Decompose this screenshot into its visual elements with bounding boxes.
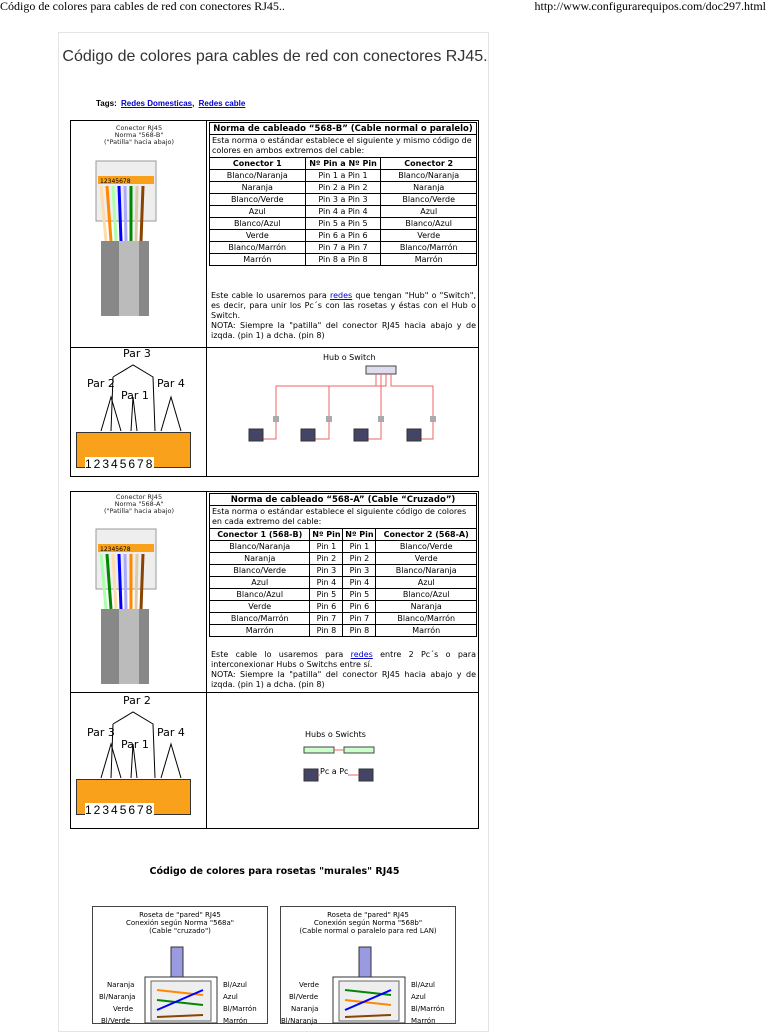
pair-label: Par 4 [157,726,185,739]
tags-line [96,99,245,108]
pair-lines [71,704,207,784]
wire-label: Bl/Azul [223,981,247,989]
redes-link[interactable]: redes [329,291,353,300]
roseta-title-line: (Cable "cruzado") [149,927,211,935]
table-row: Azul Pin 4 a Pin 4 Azul [210,206,477,218]
tag-link-redes-cable[interactable]: Redes cable [198,99,246,108]
table-header: Conector 1 [210,158,306,170]
note-text: entre 2 Pc´s o para interconexionar Hubs o Switchs entre sí. [211,650,476,669]
page-url[interactable]: http://www.configurarequipos.com/doc297.html [534,0,766,13]
pair-label: Par 1 [121,389,149,402]
rj45-connector-image [91,156,161,316]
pair-label: Par 2 [87,377,115,390]
table-header: Nº Pin [310,529,343,541]
table-row: Blanco/Marrón Pin 7 Pin 7 Blanco/Marrón [210,613,477,625]
block-568a [70,491,479,829]
svg-text:12345678: 12345678 [100,178,131,185]
wire-label: Bl/Naranja [281,1017,318,1025]
note-text: Este cable lo usaremos para [211,291,330,300]
wire-label: Bl/Marrón [223,1005,257,1013]
block-568b [70,120,479,477]
pair-label: Par 3 [123,347,151,360]
pair-label: Par 1 [121,738,149,751]
table-row: Blanco/Marrón Pin 7 a Pin 7 Blanco/Marrón [210,242,477,254]
wire-label: Verde [113,1005,134,1013]
wire-label: Bl/Azul [411,981,435,989]
roseta-title-line: Roseta de "pared" RJ45 [139,911,221,919]
table-intro: Esta norma o estándar establece el siguiente código de colores en cada extremo del cable: [210,506,477,529]
browser-header [0,0,768,14]
usage-note [211,650,476,690]
divider [207,347,478,348]
pin-numbers: 12345678 [85,457,155,471]
divider [71,692,206,693]
table-title: Norma de cableado “568-A” (Cable “Cruzado”) [210,494,477,506]
table-row: Blanco/Azul Pin 5 Pin 5 Blanco/Azul [210,589,477,601]
pair-lines [71,357,207,437]
left-column [71,492,207,828]
wire-label: Bl/Verde [289,993,319,1001]
table-row: Azul Pin 4 Pin 4 Azul [210,577,477,589]
table-intro: Esta norma o estándar establece el siguiente y mismo código de colores en ambos extremos del cable: [210,135,477,158]
wire-label: Bl/Marrón [411,1005,445,1013]
roseta-title-line: (Cable normal o paralelo para red LAN) [299,927,437,935]
connector-caption [71,125,207,146]
table-row: Verde Pin 6 a Pin 6 Verde [210,230,477,242]
hub-switch-label: Hub o Switch [323,353,376,362]
caption-line: Norma "568-A" [114,500,164,508]
connector-caption [71,494,207,515]
caption-line: ("Patilla" hacia abajo) [103,507,175,515]
wire-label: Bl/Naranja [99,993,136,1001]
wire-label: Naranja [291,1005,319,1013]
page-title-header: Código de colores para cables de red con conectores RJ45.. [0,0,285,13]
rj45-connector-image [91,524,161,684]
note-text: que tengan "Hub" o "Switch", es decir, para unir los Pc´s con las rosetas y éstas con el Hub o Switch. [211,291,477,320]
table-row: Naranja Pin 2 Pin 2 Verde [210,553,477,565]
hubs-switchs-label: Hubs o Swichts [305,730,366,739]
usage-note [211,291,476,341]
divider [207,692,478,693]
table-row: Marrón Pin 8 Pin 8 Marrón [210,625,477,637]
wire-label: Bl/Verde [101,1017,131,1025]
wire-label: Naranja [107,981,135,989]
wire-label: Azul [411,993,426,1001]
roseta-diagram [331,945,407,1025]
table-header: Nº Pin a Nº Pin [305,158,381,170]
table-header: Conector 2 (568-A) [376,529,477,541]
table-row: Naranja Pin 2 a Pin 2 Naranja [210,182,477,194]
redes-link[interactable]: redes [350,650,373,659]
roseta-title-line: Conexión según Norma "568b" [313,919,423,927]
table-header: Conector 2 [381,158,477,170]
table-row: Blanco/Naranja Pin 1 Pin 1 Blanco/Verde [210,541,477,553]
caption-line: Conector RJ45 [115,493,163,501]
pair-label: Par 4 [157,377,185,390]
color-table-568a [209,493,477,637]
table-row: Blanco/Naranja Pin 1 a Pin 1 Blanco/Naranja [210,170,477,182]
pair-label: Par 2 [123,694,151,707]
wire-label: Verde [299,981,320,989]
page-title: Código de colores para cables de red con conectores RJ45. [62,48,488,65]
roseta-568a [92,906,268,1024]
wire-label: Azul [223,993,238,1001]
tags-label: Tags: [96,99,117,108]
rosetas-subtitle: Código de colores para rosetas "murales" RJ45 [149,866,400,877]
roseta-diagram [143,945,219,1025]
roseta-568b [280,906,456,1024]
left-column [71,121,207,476]
svg-text:12345678: 12345678 [100,546,131,553]
roseta-title [281,911,455,935]
table-title: Norma de cableado “568-B” (Cable normal o paralelo) [210,123,477,135]
caption-line: Conector RJ45 [115,124,163,132]
tag-link-redes-domesticas[interactable]: Redes Domesticas [120,99,193,108]
table-row: Verde Pin 6 Pin 6 Naranja [210,601,477,613]
roseta-title-line: Roseta de "pared" RJ45 [327,911,409,919]
pair-label: Par 3 [87,726,115,739]
table-header: Conector 1 (568-B) [210,529,310,541]
caption-line: ("Patilla" hacia abajo) [103,138,175,146]
table-row: Marrón Pin 8 a Pin 8 Marrón [210,254,477,266]
table-row: Blanco/Verde Pin 3 a Pin 3 Blanco/Verde [210,194,477,206]
roseta-title [93,911,267,935]
network-diagram [241,361,441,451]
tag-separator: , [192,99,195,108]
pc-a-pc-label: Pc a Pc [320,767,349,776]
wire-label: Marrón [223,1017,248,1025]
note-text: Este cable lo usaremos para [211,650,351,659]
table-header: Nº Pin [343,529,376,541]
caption-line: Norma "568-B" [114,131,164,139]
pin-numbers: 12345678 [85,803,155,817]
wire-label: Marrón [411,1017,436,1025]
table-row: Blanco/Verde Pin 3 Pin 3 Blanco/Naranja [210,565,477,577]
note-nota: NOTA: Siempre la "patilla" del conector RJ45 hacia abajo y de izqda. (pin 1) a dcha. (pin 8) [211,670,476,689]
color-table-568b [209,122,477,266]
table-row: Blanco/Azul Pin 5 a Pin 5 Blanco/Azul [210,218,477,230]
note-nota: NOTA: Siempre la "patilla" del conector RJ45 hacia abajo y de izqda. (pin 1) a dcha. (pin 8) [211,321,476,340]
roseta-title-line: Conexión según Norma "568a" [125,919,234,927]
